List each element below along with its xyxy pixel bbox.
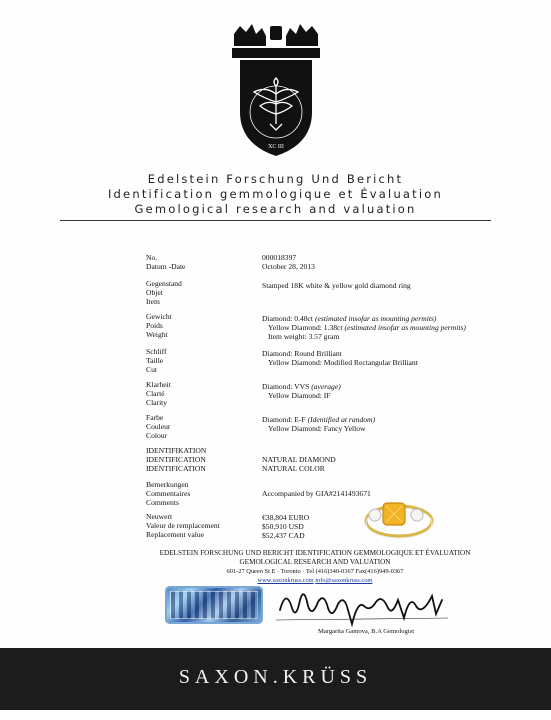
- label-colour-en: Colour: [146, 431, 168, 440]
- colour-diamond: Diamond: E-F (Identified at random): [262, 415, 376, 424]
- identification-natural-diamond: NATURAL DIAMOND: [262, 455, 336, 464]
- identification-natural-color: NATURAL COLOR: [262, 464, 325, 473]
- header-line-german: Edelstein Forschung Und Bericht: [147, 172, 404, 186]
- cut-diamond: Diamond: Round Brilliant: [262, 349, 342, 358]
- label-item-fr: Objet: [146, 288, 163, 297]
- ring-photo: [355, 485, 435, 545]
- colour-note: (Identified at random): [307, 415, 376, 424]
- signer-name: Margarita Gamova, B.A Gemologist: [318, 628, 415, 635]
- weight-yellow-diamond: Yellow Diamond: 1.38ct (estimated insofar as mounting permits): [268, 323, 466, 332]
- comments-value: Accompanied by GIA#2141493671: [262, 489, 371, 498]
- footer-address: 601-27 Queen St E · Toronto · Tel (416)340-0367 Fax(416)949-0367: [226, 568, 404, 575]
- value-cad: $52,437 CAD: [262, 531, 305, 540]
- footer-line-2: GEMOLOGICAL RESEARCH AND VALUATION: [239, 558, 391, 566]
- label-colour-de: Farbe: [146, 413, 164, 422]
- cut-yellow-diamond: Yellow Diamond: Modified Rectangular Brilliant: [268, 358, 418, 367]
- label-value-fr: Valeur de remplacement: [146, 521, 220, 530]
- report-date: October 28, 2013: [262, 262, 315, 271]
- colour-yellow-diamond: Yellow Diamond: Fancy Yellow: [268, 424, 366, 433]
- weight-diamond: Diamond: 0.48ct (estimated insofar as mounting permits): [262, 314, 437, 323]
- item-weight: Item weight: 3.57 gram: [268, 332, 340, 341]
- label-colour-fr: Couleur: [146, 422, 171, 431]
- label-identification-fr: IDENTIFICATION: [146, 455, 206, 464]
- item-value: Stamped 18K white & yellow gold diamond ring: [262, 281, 411, 290]
- crest-logo: [226, 20, 326, 160]
- header-line-french: Identification gemmologique et Évaluation: [107, 187, 444, 201]
- label-cut-fr: Taille: [146, 356, 164, 365]
- label-cut-de: Schliff: [146, 347, 167, 356]
- hologram-seal: [165, 586, 263, 624]
- clarity-note: (average): [311, 382, 341, 391]
- header-line-english: Gemological research and valuation: [134, 202, 417, 216]
- email-link[interactable]: info@saxonkruss.com: [315, 577, 373, 584]
- label-identification-de: IDENTIFIKATION: [146, 446, 207, 455]
- weight-yellow-note: (estimated insofar as mounting permits): [344, 323, 466, 332]
- value-usd: $50,910 USD: [262, 522, 304, 531]
- header-divider: [60, 220, 491, 221]
- label-number: No.: [146, 253, 158, 262]
- label-identification-en: IDENTIFICATION: [146, 464, 206, 473]
- clarity-diamond: Diamond: VVS (average): [262, 382, 341, 391]
- crest-motto: XC III: [268, 144, 284, 150]
- label-comments-de: Bemerkungen: [146, 480, 189, 489]
- label-item-de: Gegenstand: [146, 279, 182, 288]
- clarity-yellow-diamond: Yellow Diamond: IF: [268, 391, 331, 400]
- brand-name: SAXON.KRÜSS: [178, 666, 373, 688]
- label-clarity-de: Klarheit: [146, 380, 171, 389]
- website-link[interactable]: www.saxonkruss.com: [257, 577, 314, 584]
- report-number: 000018397: [262, 253, 297, 262]
- label-comments-en: Comments: [146, 498, 179, 507]
- signature: [272, 580, 452, 628]
- label-value-de: Neuwert: [146, 512, 173, 521]
- label-weight-de: Gewicht: [146, 312, 172, 321]
- label-comments-fr: Commentaires: [146, 489, 191, 498]
- label-item-en: Item: [146, 297, 160, 306]
- label-date: Datum -Date: [146, 262, 186, 271]
- footer-line-1: EDELSTEIN FORSCHUNG UND BERICHT IDENTIFICATION GEMMOLOGIQUE ET ÉVALUATION: [159, 549, 471, 557]
- label-clarity-fr: Clarté: [146, 389, 165, 398]
- label-clarity-en: Clarity: [146, 398, 168, 407]
- label-value-en: Replacement value: [146, 530, 204, 539]
- label-weight-en: Weight: [146, 330, 168, 339]
- value-euro: €38,804 EURO: [262, 513, 310, 522]
- weight-diamond-note: (estimated insofar as mounting permits): [314, 314, 437, 323]
- label-weight-fr: Poids: [146, 321, 163, 330]
- label-cut-en: Cut: [146, 365, 157, 374]
